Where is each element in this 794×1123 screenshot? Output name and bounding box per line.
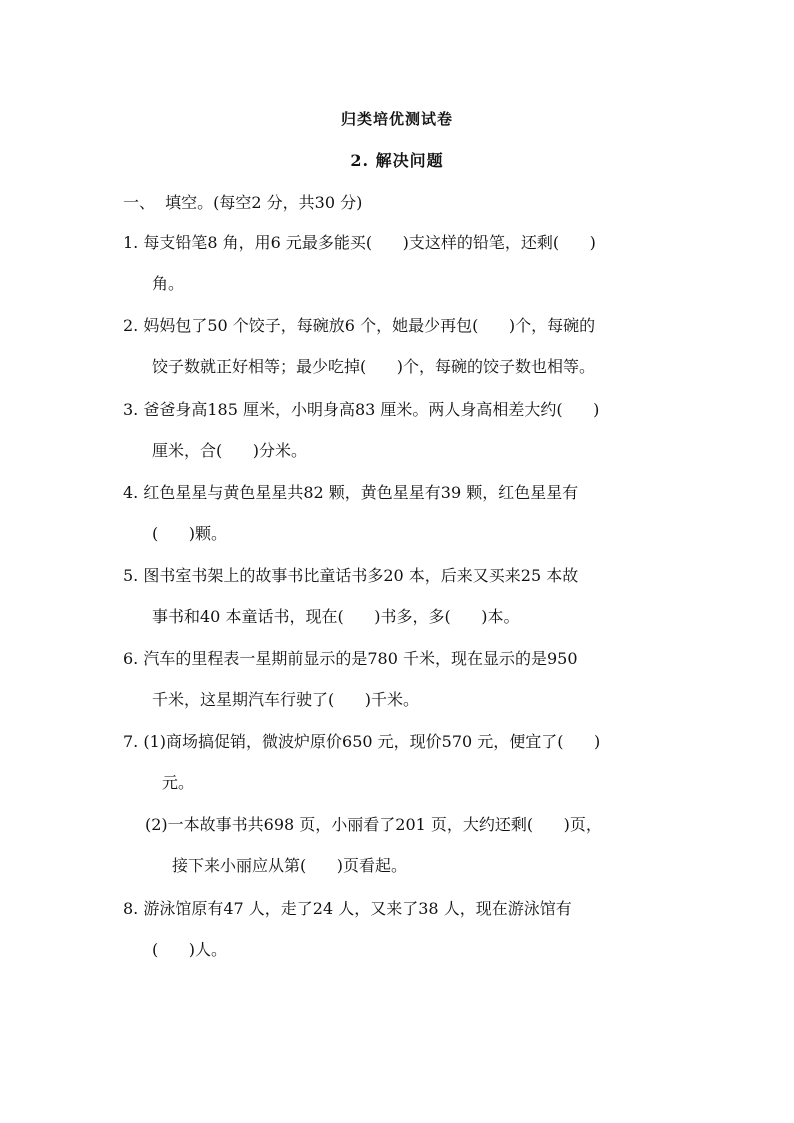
question-7-1-line-1: 7. (1)商场搞促销，微波炉原价650 元，现价570 元，便宜了( ) — [123, 732, 601, 751]
question-8-line-1: 8. 游泳馆原有47 人，走了24 人，又来了38 人，现在游泳馆有 — [123, 899, 572, 918]
question-6-line-2: 千米，这星期汽车行驶了( )千米。 — [152, 690, 420, 709]
section-subtitle: 2. 解决问题 — [350, 151, 444, 170]
question-7-2-line-2: 接下来小丽应从第( )页看起。 — [172, 856, 408, 875]
question-4-line-2: ( )颗。 — [152, 524, 228, 543]
question-7-2-line-1: (2)一本故事书共698 页，小丽看了201 页，大约还剩( )页， — [145, 815, 602, 834]
question-3-line-1: 3. 爸爸身高185 厘米，小明身高83 厘米。两人身高相差大约( ) — [123, 400, 600, 419]
question-7-1-line-2: 元。 — [162, 773, 195, 792]
question-3-line-2: 厘米，合( )分米。 — [152, 441, 308, 460]
question-2-line-1: 2. 妈妈包了50 个饺子，每碗放6 个，她最少再包( )个，每碗的 — [123, 316, 596, 335]
question-5-line-1: 5. 图书室书架上的故事书比童话书多20 本，后来又买来25 本故 — [123, 566, 579, 585]
section-heading: 一、 填空。(每空2 分，共30 分) — [123, 193, 363, 212]
question-5-line-2: 事书和40 本童话书，现在( )书多，多( )本。 — [152, 607, 520, 626]
question-4-line-1: 4. 红色星星与黄色星星共82 颗，黄色星星有39 颗，红色星星有 — [123, 483, 579, 502]
page-title: 归类培优测试卷 — [340, 110, 453, 128]
question-1-line-1: 1. 每支铅笔8 角，用6 元最多能买( )支这样的铅笔，还剩( ) — [123, 233, 596, 252]
question-2-line-2: 饺子数就正好相等；最少吃掉( )个，每碗的饺子数也相等。 — [152, 357, 596, 376]
question-6-line-1: 6. 汽车的里程表一星期前显示的是780 千米，现在显示的是950 — [123, 649, 578, 668]
question-8-line-2: ( )人。 — [152, 940, 228, 959]
question-1-line-2: 角。 — [152, 274, 185, 293]
